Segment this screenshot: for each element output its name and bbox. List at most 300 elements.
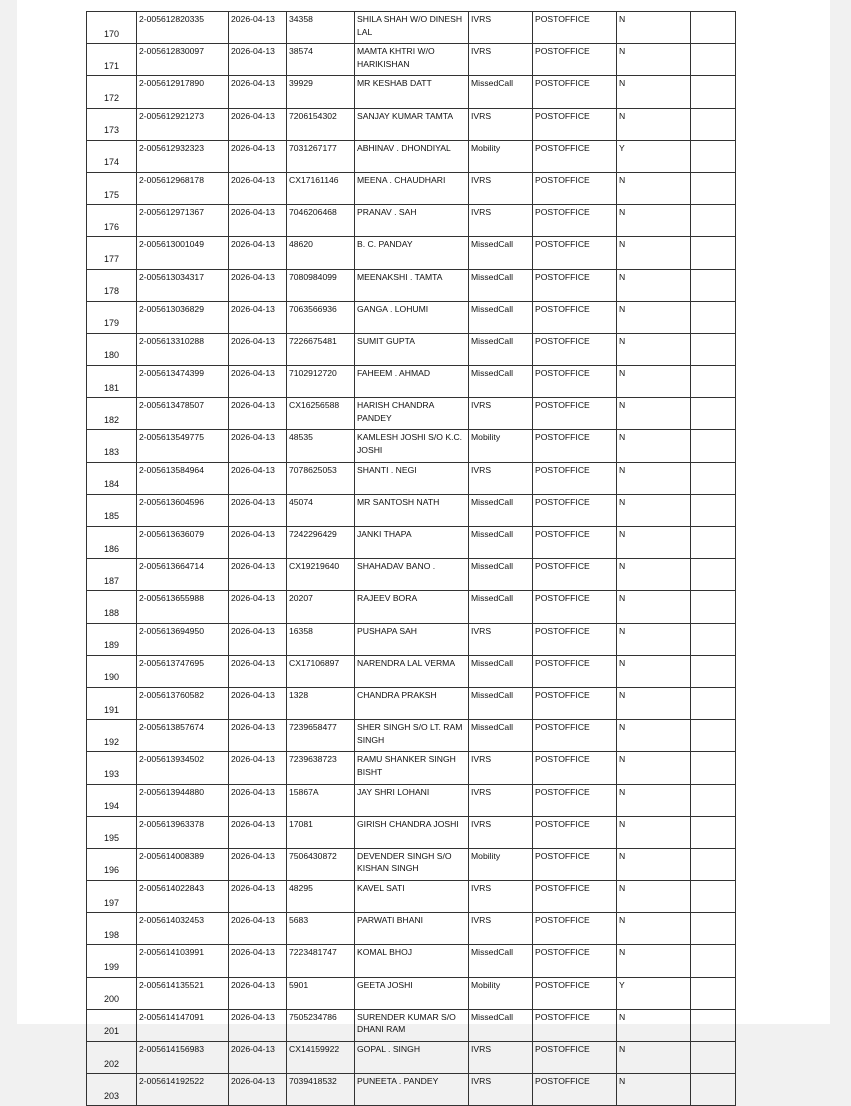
date-cell: 2026-04-13 bbox=[229, 462, 287, 494]
flag-cell: N bbox=[617, 1042, 691, 1074]
date-cell: 2026-04-13 bbox=[229, 848, 287, 880]
serial-number-cell: 186 bbox=[87, 527, 137, 559]
serial-number-cell: 192 bbox=[87, 720, 137, 752]
table-row bbox=[87, 301, 736, 333]
customer-name-cell: SUMIT GUPTA bbox=[355, 333, 469, 365]
date-cell: 2026-04-13 bbox=[229, 1009, 287, 1041]
serial-number-cell: 185 bbox=[87, 494, 137, 526]
office-cell: POSTOFFICE bbox=[533, 848, 617, 880]
table-row bbox=[87, 977, 736, 1009]
office-cell: POSTOFFICE bbox=[533, 76, 617, 108]
reference-number-cell: 2-005613963378 bbox=[137, 816, 229, 848]
serial-number-cell: 202 bbox=[87, 1042, 137, 1074]
complaint-table bbox=[86, 11, 736, 1106]
office-cell: POSTOFFICE bbox=[533, 784, 617, 816]
date-cell: 2026-04-13 bbox=[229, 1074, 287, 1106]
customer-name-cell: KAMLESH JOSHI S/O K.C. JOSHI bbox=[355, 430, 469, 462]
date-cell: 2026-04-13 bbox=[229, 12, 287, 44]
blank-cell bbox=[691, 784, 736, 816]
source-channel-cell: MissedCall bbox=[469, 494, 533, 526]
table-row bbox=[87, 205, 736, 237]
blank-cell bbox=[691, 752, 736, 784]
customer-name-cell: SHAHADAV BANO . bbox=[355, 559, 469, 591]
table-row bbox=[87, 430, 736, 462]
customer-name-cell: PUSHAPA SAH bbox=[355, 623, 469, 655]
customer-name-cell: GOPAL . SINGH bbox=[355, 1042, 469, 1074]
customer-id-cell: 7078625053 bbox=[287, 462, 355, 494]
customer-name-cell: GANGA . LOHUMI bbox=[355, 301, 469, 333]
customer-id-cell: 1328 bbox=[287, 687, 355, 719]
blank-cell bbox=[691, 848, 736, 880]
blank-cell bbox=[691, 462, 736, 494]
source-channel-cell: IVRS bbox=[469, 108, 533, 140]
office-cell: POSTOFFICE bbox=[533, 108, 617, 140]
source-channel-cell: IVRS bbox=[469, 816, 533, 848]
serial-number-cell: 190 bbox=[87, 655, 137, 687]
date-cell: 2026-04-13 bbox=[229, 140, 287, 172]
reference-number-cell: 2-005613944880 bbox=[137, 784, 229, 816]
office-cell: POSTOFFICE bbox=[533, 269, 617, 301]
table-row bbox=[87, 462, 736, 494]
customer-id-cell: 48620 bbox=[287, 237, 355, 269]
source-channel-cell: MissedCall bbox=[469, 366, 533, 398]
reference-number-cell: 2-005613857674 bbox=[137, 720, 229, 752]
date-cell: 2026-04-13 bbox=[229, 527, 287, 559]
office-cell: POSTOFFICE bbox=[533, 623, 617, 655]
customer-name-cell: SHER SINGH S/O LT. RAM SINGH bbox=[355, 720, 469, 752]
customer-name-cell: MEENAKSHI . TAMTA bbox=[355, 269, 469, 301]
table-row bbox=[87, 591, 736, 623]
source-channel-cell: MissedCall bbox=[469, 333, 533, 365]
source-channel-cell: MissedCall bbox=[469, 655, 533, 687]
customer-name-cell: GIRISH CHANDRA JOSHI bbox=[355, 816, 469, 848]
source-channel-cell: Mobility bbox=[469, 977, 533, 1009]
source-channel-cell: IVRS bbox=[469, 44, 533, 76]
date-cell: 2026-04-13 bbox=[229, 366, 287, 398]
office-cell: POSTOFFICE bbox=[533, 1042, 617, 1074]
office-cell: POSTOFFICE bbox=[533, 430, 617, 462]
blank-cell bbox=[691, 140, 736, 172]
customer-id-cell: 7506430872 bbox=[287, 848, 355, 880]
flag-cell: N bbox=[617, 76, 691, 108]
customer-name-cell: PUNEETA . PANDEY bbox=[355, 1074, 469, 1106]
date-cell: 2026-04-13 bbox=[229, 559, 287, 591]
serial-number-cell: 171 bbox=[87, 44, 137, 76]
blank-cell bbox=[691, 559, 736, 591]
serial-number-cell: 181 bbox=[87, 366, 137, 398]
flag-cell: N bbox=[617, 913, 691, 945]
serial-number-cell: 191 bbox=[87, 687, 137, 719]
customer-name-cell: SHILA SHAH W/O DINESH LAL bbox=[355, 12, 469, 44]
source-channel-cell: IVRS bbox=[469, 462, 533, 494]
customer-name-cell: PARWATI BHANI bbox=[355, 913, 469, 945]
office-cell: POSTOFFICE bbox=[533, 462, 617, 494]
office-cell: POSTOFFICE bbox=[533, 977, 617, 1009]
customer-name-cell: RAMU SHANKER SINGH BISHT bbox=[355, 752, 469, 784]
customer-name-cell: PRANAV . SAH bbox=[355, 205, 469, 237]
serial-number-cell: 184 bbox=[87, 462, 137, 494]
office-cell: POSTOFFICE bbox=[533, 366, 617, 398]
reference-number-cell: 2-005614156983 bbox=[137, 1042, 229, 1074]
date-cell: 2026-04-13 bbox=[229, 333, 287, 365]
source-channel-cell: MissedCall bbox=[469, 591, 533, 623]
blank-cell bbox=[691, 76, 736, 108]
serial-number-cell: 187 bbox=[87, 559, 137, 591]
blank-cell bbox=[691, 430, 736, 462]
date-cell: 2026-04-13 bbox=[229, 205, 287, 237]
blank-cell bbox=[691, 881, 736, 913]
serial-number-cell: 170 bbox=[87, 12, 137, 44]
customer-id-cell: 5901 bbox=[287, 977, 355, 1009]
serial-number-cell: 179 bbox=[87, 301, 137, 333]
customer-name-cell: MAMTA KHTRI W/O HARIKISHAN bbox=[355, 44, 469, 76]
source-channel-cell: MissedCall bbox=[469, 76, 533, 108]
flag-cell: N bbox=[617, 752, 691, 784]
customer-id-cell: 45074 bbox=[287, 494, 355, 526]
office-cell: POSTOFFICE bbox=[533, 1074, 617, 1106]
office-cell: POSTOFFICE bbox=[533, 655, 617, 687]
customer-id-cell: CX14159922 bbox=[287, 1042, 355, 1074]
customer-id-cell: 48535 bbox=[287, 430, 355, 462]
source-channel-cell: IVRS bbox=[469, 784, 533, 816]
table-row bbox=[87, 655, 736, 687]
customer-id-cell: CX17161146 bbox=[287, 172, 355, 204]
customer-id-cell: 34358 bbox=[287, 12, 355, 44]
flag-cell: N bbox=[617, 945, 691, 977]
source-channel-cell: Mobility bbox=[469, 430, 533, 462]
blank-cell bbox=[691, 237, 736, 269]
flag-cell: N bbox=[617, 269, 691, 301]
customer-id-cell: 7242296429 bbox=[287, 527, 355, 559]
blank-cell bbox=[691, 816, 736, 848]
blank-cell bbox=[691, 591, 736, 623]
serial-number-cell: 177 bbox=[87, 237, 137, 269]
source-channel-cell: IVRS bbox=[469, 623, 533, 655]
office-cell: POSTOFFICE bbox=[533, 494, 617, 526]
office-cell: POSTOFFICE bbox=[533, 881, 617, 913]
blank-cell bbox=[691, 623, 736, 655]
customer-name-cell: RAJEEV BORA bbox=[355, 591, 469, 623]
table-row bbox=[87, 784, 736, 816]
flag-cell: N bbox=[617, 172, 691, 204]
date-cell: 2026-04-13 bbox=[229, 591, 287, 623]
reference-number-cell: 2-005613636079 bbox=[137, 527, 229, 559]
serial-number-cell: 189 bbox=[87, 623, 137, 655]
blank-cell bbox=[691, 945, 736, 977]
reference-number-cell: 2-005612917890 bbox=[137, 76, 229, 108]
office-cell: POSTOFFICE bbox=[533, 140, 617, 172]
flag-cell: N bbox=[617, 430, 691, 462]
date-cell: 2026-04-13 bbox=[229, 752, 287, 784]
customer-id-cell: 48295 bbox=[287, 881, 355, 913]
customer-id-cell: 7102912720 bbox=[287, 366, 355, 398]
flag-cell: N bbox=[617, 623, 691, 655]
blank-cell bbox=[691, 108, 736, 140]
table-row bbox=[87, 76, 736, 108]
flag-cell: N bbox=[617, 494, 691, 526]
blank-cell bbox=[691, 398, 736, 430]
reference-number-cell: 2-005614103991 bbox=[137, 945, 229, 977]
customer-id-cell: 7206154302 bbox=[287, 108, 355, 140]
office-cell: POSTOFFICE bbox=[533, 1009, 617, 1041]
source-channel-cell: MissedCall bbox=[469, 720, 533, 752]
customer-id-cell: 17081 bbox=[287, 816, 355, 848]
table-row bbox=[87, 881, 736, 913]
reference-number-cell: 2-005613036829 bbox=[137, 301, 229, 333]
table-row bbox=[87, 1074, 736, 1106]
table-row bbox=[87, 913, 736, 945]
date-cell: 2026-04-13 bbox=[229, 977, 287, 1009]
date-cell: 2026-04-13 bbox=[229, 108, 287, 140]
customer-name-cell: ABHINAV . DHONDIYAL bbox=[355, 140, 469, 172]
reference-number-cell: 2-005612971367 bbox=[137, 205, 229, 237]
customer-name-cell: JANKI THAPA bbox=[355, 527, 469, 559]
date-cell: 2026-04-13 bbox=[229, 494, 287, 526]
table-row bbox=[87, 848, 736, 880]
flag-cell: N bbox=[617, 527, 691, 559]
customer-id-cell: 20207 bbox=[287, 591, 355, 623]
flag-cell: N bbox=[617, 12, 691, 44]
customer-name-cell: MR KESHAB DATT bbox=[355, 76, 469, 108]
table-row bbox=[87, 494, 736, 526]
source-channel-cell: IVRS bbox=[469, 913, 533, 945]
table-row bbox=[87, 527, 736, 559]
table-row bbox=[87, 1009, 736, 1041]
source-channel-cell: MissedCall bbox=[469, 945, 533, 977]
customer-id-cell: 7046206468 bbox=[287, 205, 355, 237]
flag-cell: N bbox=[617, 655, 691, 687]
customer-name-cell: GEETA JOSHI bbox=[355, 977, 469, 1009]
document-page bbox=[17, 0, 830, 1101]
blank-cell bbox=[691, 1009, 736, 1041]
source-channel-cell: IVRS bbox=[469, 172, 533, 204]
table-row bbox=[87, 44, 736, 76]
table-row bbox=[87, 720, 736, 752]
date-cell: 2026-04-13 bbox=[229, 1042, 287, 1074]
flag-cell: N bbox=[617, 816, 691, 848]
customer-id-cell: CX17106897 bbox=[287, 655, 355, 687]
customer-name-cell: CHANDRA PRAKSH bbox=[355, 687, 469, 719]
customer-id-cell: 7039418532 bbox=[287, 1074, 355, 1106]
customer-id-cell: CX16256588 bbox=[287, 398, 355, 430]
serial-number-cell: 176 bbox=[87, 205, 137, 237]
table-row bbox=[87, 366, 736, 398]
blank-cell bbox=[691, 913, 736, 945]
customer-id-cell: 7063566936 bbox=[287, 301, 355, 333]
serial-number-cell: 193 bbox=[87, 752, 137, 784]
blank-cell bbox=[691, 1074, 736, 1106]
reference-number-cell: 2-005613474399 bbox=[137, 366, 229, 398]
serial-number-cell: 203 bbox=[87, 1074, 137, 1106]
customer-name-cell: B. C. PANDAY bbox=[355, 237, 469, 269]
table-row bbox=[87, 333, 736, 365]
reference-number-cell: 2-005613549775 bbox=[137, 430, 229, 462]
customer-id-cell: 5683 bbox=[287, 913, 355, 945]
reference-number-cell: 2-005613934502 bbox=[137, 752, 229, 784]
flag-cell: N bbox=[617, 237, 691, 269]
date-cell: 2026-04-13 bbox=[229, 687, 287, 719]
date-cell: 2026-04-13 bbox=[229, 816, 287, 848]
blank-cell bbox=[691, 1042, 736, 1074]
reference-number-cell: 2-005612921273 bbox=[137, 108, 229, 140]
serial-number-cell: 188 bbox=[87, 591, 137, 623]
office-cell: POSTOFFICE bbox=[533, 301, 617, 333]
serial-number-cell: 196 bbox=[87, 848, 137, 880]
reference-number-cell: 2-005613001049 bbox=[137, 237, 229, 269]
table-row bbox=[87, 559, 736, 591]
serial-number-cell: 197 bbox=[87, 881, 137, 913]
office-cell: POSTOFFICE bbox=[533, 687, 617, 719]
reference-number-cell: 2-005612830097 bbox=[137, 44, 229, 76]
flag-cell: N bbox=[617, 848, 691, 880]
reference-number-cell: 2-005613310288 bbox=[137, 333, 229, 365]
customer-name-cell: DEVENDER SINGH S/O KISHAN SINGH bbox=[355, 848, 469, 880]
reference-number-cell: 2-005614147091 bbox=[137, 1009, 229, 1041]
reference-number-cell: 2-005612968178 bbox=[137, 172, 229, 204]
date-cell: 2026-04-13 bbox=[229, 76, 287, 108]
blank-cell bbox=[691, 44, 736, 76]
customer-id-cell: 7239638723 bbox=[287, 752, 355, 784]
table-row bbox=[87, 237, 736, 269]
flag-cell: N bbox=[617, 687, 691, 719]
customer-name-cell: SHANTI . NEGI bbox=[355, 462, 469, 494]
customer-id-cell: 7080984099 bbox=[287, 269, 355, 301]
office-cell: POSTOFFICE bbox=[533, 559, 617, 591]
date-cell: 2026-04-13 bbox=[229, 301, 287, 333]
flag-cell: N bbox=[617, 333, 691, 365]
customer-id-cell: 7223481747 bbox=[287, 945, 355, 977]
blank-cell bbox=[691, 12, 736, 44]
blank-cell bbox=[691, 301, 736, 333]
office-cell: POSTOFFICE bbox=[533, 333, 617, 365]
date-cell: 2026-04-13 bbox=[229, 655, 287, 687]
flag-cell: N bbox=[617, 559, 691, 591]
reference-number-cell: 2-005614022843 bbox=[137, 881, 229, 913]
serial-number-cell: 182 bbox=[87, 398, 137, 430]
office-cell: POSTOFFICE bbox=[533, 237, 617, 269]
reference-number-cell: 2-005612820335 bbox=[137, 12, 229, 44]
customer-name-cell: KOMAL BHOJ bbox=[355, 945, 469, 977]
source-channel-cell: MissedCall bbox=[469, 237, 533, 269]
table-row bbox=[87, 752, 736, 784]
customer-id-cell: 15867A bbox=[287, 784, 355, 816]
table-row bbox=[87, 269, 736, 301]
customer-id-cell: 16358 bbox=[287, 623, 355, 655]
source-channel-cell: IVRS bbox=[469, 1074, 533, 1106]
blank-cell bbox=[691, 333, 736, 365]
date-cell: 2026-04-13 bbox=[229, 784, 287, 816]
reference-number-cell: 2-005613760582 bbox=[137, 687, 229, 719]
customer-name-cell: NARENDRA LAL VERMA bbox=[355, 655, 469, 687]
date-cell: 2026-04-13 bbox=[229, 623, 287, 655]
date-cell: 2026-04-13 bbox=[229, 269, 287, 301]
office-cell: POSTOFFICE bbox=[533, 398, 617, 430]
serial-number-cell: 194 bbox=[87, 784, 137, 816]
reference-number-cell: 2-005614008389 bbox=[137, 848, 229, 880]
date-cell: 2026-04-13 bbox=[229, 945, 287, 977]
flag-cell: Y bbox=[617, 140, 691, 172]
serial-number-cell: 173 bbox=[87, 108, 137, 140]
serial-number-cell: 201 bbox=[87, 1009, 137, 1041]
source-channel-cell: IVRS bbox=[469, 205, 533, 237]
reference-number-cell: 2-005614032453 bbox=[137, 913, 229, 945]
table-row bbox=[87, 945, 736, 977]
reference-number-cell: 2-005613694950 bbox=[137, 623, 229, 655]
table-row bbox=[87, 172, 736, 204]
table-row bbox=[87, 687, 736, 719]
table-row bbox=[87, 12, 736, 44]
customer-id-cell: 38574 bbox=[287, 44, 355, 76]
reference-number-cell: 2-005613747695 bbox=[137, 655, 229, 687]
reference-number-cell: 2-005612932323 bbox=[137, 140, 229, 172]
blank-cell bbox=[691, 172, 736, 204]
serial-number-cell: 199 bbox=[87, 945, 137, 977]
office-cell: POSTOFFICE bbox=[533, 44, 617, 76]
blank-cell bbox=[691, 494, 736, 526]
customer-id-cell: CX19219640 bbox=[287, 559, 355, 591]
customer-name-cell: FAHEEM . AHMAD bbox=[355, 366, 469, 398]
flag-cell: N bbox=[617, 1009, 691, 1041]
serial-number-cell: 198 bbox=[87, 913, 137, 945]
serial-number-cell: 183 bbox=[87, 430, 137, 462]
customer-id-cell: 7226675481 bbox=[287, 333, 355, 365]
source-channel-cell: IVRS bbox=[469, 881, 533, 913]
blank-cell bbox=[691, 655, 736, 687]
flag-cell: N bbox=[617, 720, 691, 752]
blank-cell bbox=[691, 366, 736, 398]
office-cell: POSTOFFICE bbox=[533, 720, 617, 752]
flag-cell: N bbox=[617, 1074, 691, 1106]
customer-name-cell: SURENDER KUMAR S/O DHANI RAM bbox=[355, 1009, 469, 1041]
source-channel-cell: Mobility bbox=[469, 848, 533, 880]
reference-number-cell: 2-005614135521 bbox=[137, 977, 229, 1009]
date-cell: 2026-04-13 bbox=[229, 172, 287, 204]
reference-number-cell: 2-005613584964 bbox=[137, 462, 229, 494]
office-cell: POSTOFFICE bbox=[533, 913, 617, 945]
source-channel-cell: IVRS bbox=[469, 1042, 533, 1074]
date-cell: 2026-04-13 bbox=[229, 913, 287, 945]
customer-name-cell: HARISH CHANDRA PANDEY bbox=[355, 398, 469, 430]
source-channel-cell: MissedCall bbox=[469, 559, 533, 591]
serial-number-cell: 180 bbox=[87, 333, 137, 365]
source-channel-cell: MissedCall bbox=[469, 687, 533, 719]
source-channel-cell: Mobility bbox=[469, 140, 533, 172]
serial-number-cell: 172 bbox=[87, 76, 137, 108]
table-row bbox=[87, 623, 736, 655]
flag-cell: N bbox=[617, 366, 691, 398]
serial-number-cell: 195 bbox=[87, 816, 137, 848]
blank-cell bbox=[691, 527, 736, 559]
blank-cell bbox=[691, 687, 736, 719]
customer-name-cell: MEENA . CHAUDHARI bbox=[355, 172, 469, 204]
flag-cell: N bbox=[617, 44, 691, 76]
reference-number-cell: 2-005613604596 bbox=[137, 494, 229, 526]
flag-cell: N bbox=[617, 881, 691, 913]
flag-cell: N bbox=[617, 591, 691, 623]
serial-number-cell: 200 bbox=[87, 977, 137, 1009]
date-cell: 2026-04-13 bbox=[229, 430, 287, 462]
reference-number-cell: 2-005613664714 bbox=[137, 559, 229, 591]
flag-cell: N bbox=[617, 301, 691, 333]
office-cell: POSTOFFICE bbox=[533, 945, 617, 977]
office-cell: POSTOFFICE bbox=[533, 172, 617, 204]
blank-cell bbox=[691, 205, 736, 237]
date-cell: 2026-04-13 bbox=[229, 44, 287, 76]
serial-number-cell: 178 bbox=[87, 269, 137, 301]
table-row bbox=[87, 1042, 736, 1074]
reference-number-cell: 2-005613478507 bbox=[137, 398, 229, 430]
blank-cell bbox=[691, 720, 736, 752]
